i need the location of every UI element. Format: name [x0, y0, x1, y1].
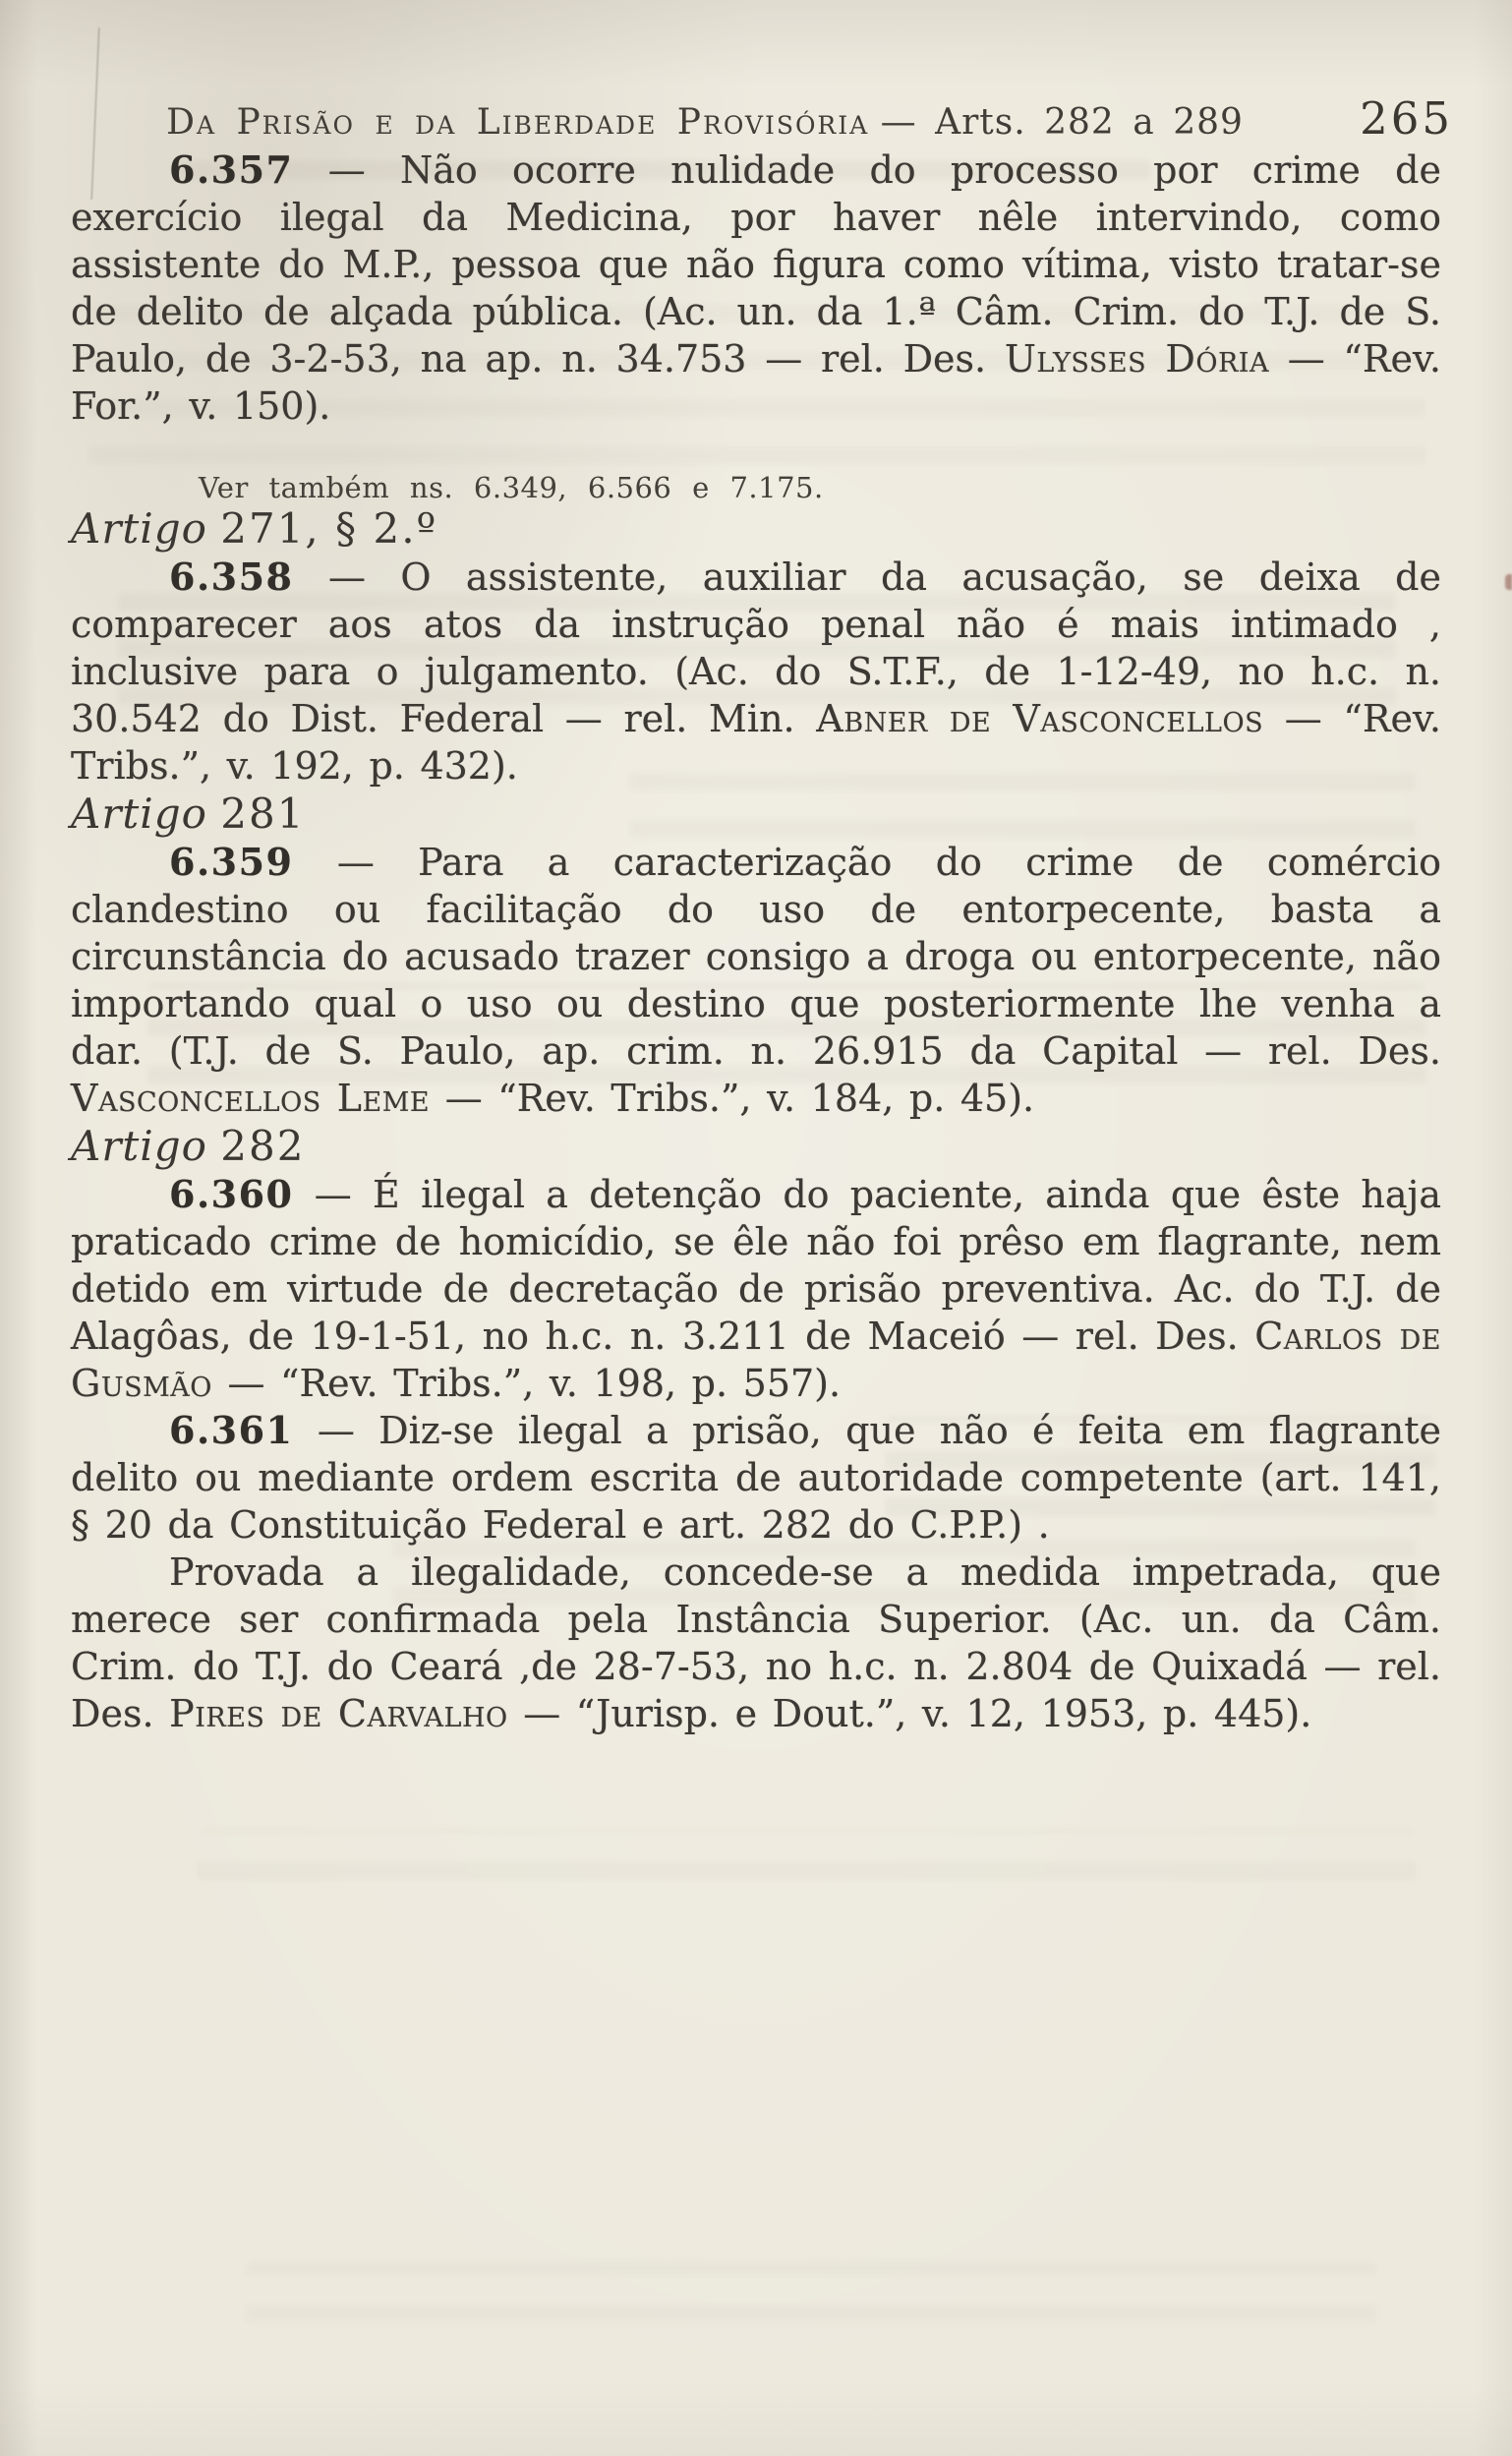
article-heading-word: Artigo [71, 789, 207, 838]
article-heading-282 [71, 1122, 1441, 1171]
bleed-through-artifact [246, 2261, 1376, 2340]
entry-text-continued: — “Rev. For.”, v. 150). [71, 337, 1442, 428]
entry-text-continued: — “Rev. Tribs.”, v. 198, p. 557). [211, 1362, 842, 1405]
entry-6360 [71, 1171, 1441, 1407]
entry-text: — Para a caracterização do crime de comércio clandestino ou facilitação do uso de entorpecente, basta a circunstância do acusado trazer consigo a droga ou entorpecente, não importando qual o uso ou destino que posteriormente lhe venha a dar. (T.J. de S. Paulo, ap. crim. n. 26.915 da Capital — rel. Des. [71, 841, 1441, 1073]
relator-name: Abner de Vasconcellos [816, 697, 1264, 740]
article-heading-reference: 271, § 2.º [220, 504, 438, 553]
bleed-through-artifact [197, 1829, 1416, 1898]
header-articles-range: — Arts. 282 a 289 [880, 102, 1244, 143]
header-title: Da Prisão e da Liberdade Provisória [166, 102, 870, 143]
relator-name: Vasconcellos Leme [71, 1077, 431, 1120]
entry-text-continued: — “Jurisp. e Dout.”, v. 12, 1953, p. 445). [507, 1692, 1312, 1735]
entry-text: — É ilegal a detenção do paciente, ainda que êste haja praticado crime de homicídio, se êle não foi prêso em flagrante, nem detido em virtude de decretação de prisão preventiva. Ac. do T.J. de Alagôas, de 19-1-51, no h.c. n. 3.211 de Maceió — rel. Des. [71, 1173, 1441, 1358]
entry-text: — O assistente, auxiliar da acusação, se deixa de comparecer aos atos da instrução penal não é mais intimado , inclusive para o julgamento. (Ac. do S.T.F., de 1-12-49, no h.c. n. 30.542 do Dist. Federal — rel. Min. [71, 556, 1441, 740]
entry-6361 [71, 1407, 1441, 1549]
article-heading-271 [71, 504, 1441, 554]
relator-name: Pires de Carvalho [169, 1692, 508, 1735]
entry-text: — Diz-se ilegal a prisão, que não é feita em flagrante delito ou mediante ordem escrita de autoridade competente (art. 141, § 20 da Constituição Federal e art. 282 do C.P.P.) . [71, 1409, 1441, 1547]
article-heading-reference: 282 [220, 1122, 306, 1170]
entry-number: 6.357 [169, 147, 294, 192]
header-title-group [166, 101, 1244, 145]
article-heading-word: Artigo [71, 504, 207, 553]
article-heading-word: Artigo [71, 1122, 207, 1170]
entry-number: 6.361 [169, 1408, 294, 1452]
relator-name: Carlos de Gusmão [71, 1315, 1441, 1405]
entry-6357 [71, 146, 1441, 430]
running-header [71, 92, 1453, 146]
page-number: 265 [1360, 92, 1453, 145]
entry-6359 [71, 839, 1441, 1122]
article-heading-reference: 281 [220, 789, 306, 838]
entry-number: 6.358 [169, 555, 294, 599]
entry-text-continued: — “Rev. Tribs.”, v. 192, p. 432). [71, 697, 1441, 788]
article-heading-281 [71, 789, 1441, 839]
see-also-note: Ver também ns. 6.349, 6.566 e 7.175. [199, 471, 824, 504]
entry-text-continued: — “Rev. Tribs.”, v. 184, p. 45). [430, 1077, 1035, 1120]
entry-6361-continuation [71, 1549, 1441, 1737]
entry-text: — Não ocorre nulidade do processo por crime de exercício ilegal da Medicina, por haver nêle intervindo, como assistente do M.P., pessoa que não figura como vítima, visto tratar-se de delito de alçada pública. (Ac. un. da 1.ª Câm. Crim. do T.J. de S. Paulo, de 3-2-53, na ap. n. 34.753 — rel. Des. [71, 148, 1441, 380]
entry-6358 [71, 554, 1441, 789]
relator-name: Ulysses Dória [1004, 337, 1269, 380]
entry-number: 6.359 [169, 840, 294, 884]
entry-number: 6.360 [169, 1172, 294, 1216]
entry-text: Provada a ilegalidade, concede-se a medida impetrada, que merece ser confirmada pela Instância Superior. (Ac. un. da Câm. Crim. do T.J. do Ceará ,de 28-7-53, no h.c. n. 2.804 de Quixadá — rel. Des. [71, 1550, 1441, 1735]
